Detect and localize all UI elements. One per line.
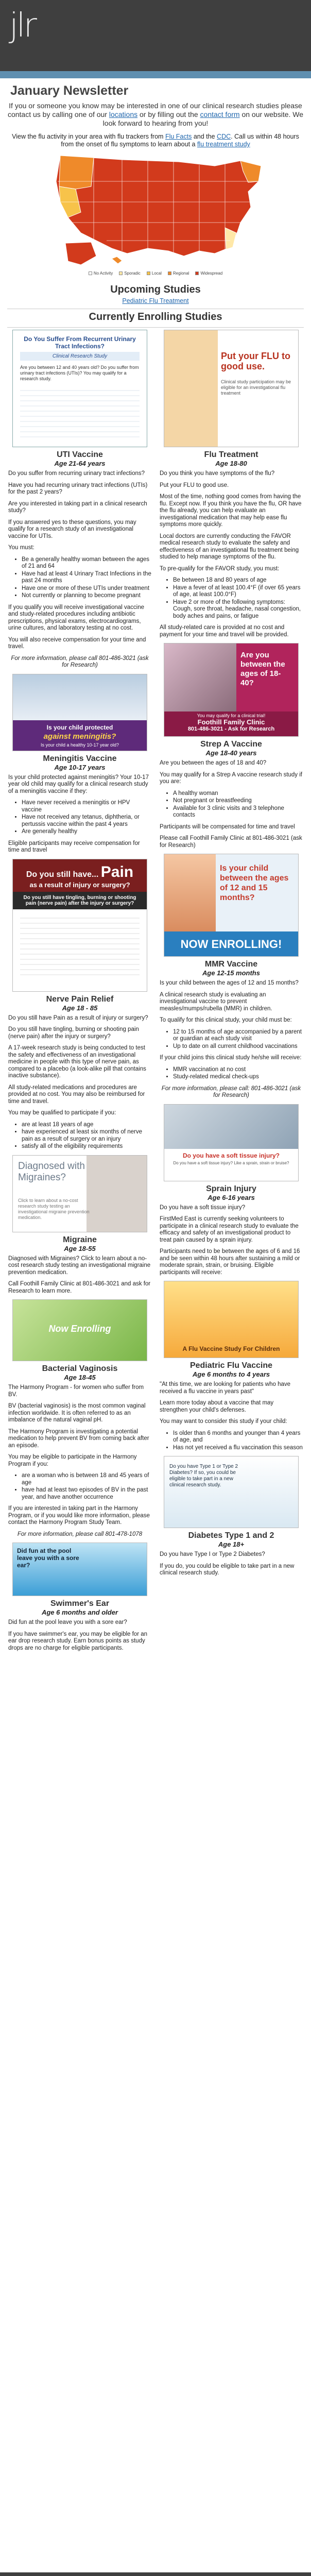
mmr-text: Is your child between the ages of 12 and 15 months?: [160, 980, 299, 986]
legend-none: [89, 271, 113, 276]
swimmer-text: Did fun at the pool leave you with a sore ear?: [8, 1619, 127, 1625]
flu-text: All study-related care is provided at no cost and payment for your time and travel will be provided.: [160, 624, 289, 638]
list-item: • Study-related medical check-ups: [173, 1074, 303, 1081]
uti-text: Are you interested in taking part in a clinical research study?: [8, 500, 147, 514]
uti-age: Age 21-64 years: [54, 460, 106, 467]
mmr-ad-banner: NOW ENROLLING!: [164, 931, 298, 957]
newsletter-footer: [0, 2572, 311, 2576]
list-item: • MMR vaccination at no cost: [173, 1066, 303, 1074]
swimmers-ear-age: Age 6 months and older: [41, 1608, 118, 1616]
meningitis-requirements: [22, 800, 151, 836]
nerve-ad-question: Do you still have tingling, burning or shooting pain (nerve pain) after the injury or surgery?: [13, 892, 147, 909]
list-item: • satisfy all of the eligibility requirements: [22, 1143, 151, 1150]
uti-text: Have you had recurring urinary tract infections (UTIs) for the past 2 years?: [8, 482, 148, 495]
legend-label: No Activity: [93, 271, 113, 276]
swimmers-ear-title: Swimmer's Ear: [50, 1599, 110, 1608]
strep-requirements: [173, 790, 303, 819]
jlr-logo[interactable]: jlr: [9, 7, 35, 45]
legend-local: [147, 271, 162, 276]
bv-ad-text: Now Enrolling: [48, 1324, 111, 1334]
uti-ad-subtitle: Clinical Research Study: [20, 352, 140, 361]
meningitis-title: Meningitis Vaccine: [43, 754, 117, 763]
list-item: • Is older than 6 months and younger than 4 years of age, and: [173, 1430, 303, 1444]
migraine-ad-image[interactable]: [12, 1155, 147, 1232]
meningitis-ad-image[interactable]: [12, 674, 147, 751]
enrolling-heading: Currently Enrolling Studies: [89, 311, 222, 323]
list-item: • A healthy woman: [173, 790, 303, 798]
legend-label: Widespread: [200, 271, 223, 276]
right-column: [160, 330, 303, 1656]
swatch-local: [147, 272, 150, 275]
bv-text: BV (bacterial vaginosis) is the most common vaginal infection worldwide. It is often referred to as an imbalance of the natural vaginal pH.: [8, 1403, 146, 1423]
uti-requirements: [22, 556, 151, 600]
strep-ad-line2: You may qualify for a clinical trial!: [197, 713, 266, 718]
strep-text: Participants will be compensated for time and travel: [160, 823, 295, 830]
mmr-text: To qualify for this clinical study, your child must be:: [160, 1017, 292, 1023]
nerve-text: Do you still have tingling, burning or shooting pain (nerve pain) after the injury or surgery?: [8, 1026, 139, 1040]
pedflu-text: "At this time, we are looking for patients who have received a flu vaccine in years past": [160, 1381, 291, 1395]
flu-title: Flu Treatment: [204, 450, 258, 459]
sprain-age: Age 6-16 years: [208, 1193, 255, 1201]
pediatric-flu-treatment-link[interactable]: Pediatric Flu Treatment: [122, 297, 189, 304]
mmr-contact: For more information, please call: 801-486-3021 (ask for Research): [161, 1085, 301, 1098]
left-column: [8, 330, 151, 1656]
migraine-title: Migraine: [63, 1235, 97, 1244]
nerve-pain-ad-image[interactable]: [12, 859, 147, 992]
flu-text-part: and the: [193, 133, 215, 140]
sprain-text: Participants need to be between the ages of 6 and 16 and be seen within 48 hours after sustaining a mild or moderate sprain, strain, or bruising. Eligible participants will receive:: [160, 1248, 300, 1276]
migraine-text: Diagnosed with Migraines? Click to learn about a no-cost research study testing an investigational migraine prevention medication.: [8, 1255, 151, 1276]
bv-text: If you are interested in taking part in the Harmony Program, or if you would like more information, please contact the Harmony Program Study Team.: [8, 1505, 150, 1526]
flu-text: Do you think you have symptoms of the flu?: [160, 470, 275, 477]
list-item: • Be a generally healthy woman between the ages of 21 and 64: [22, 556, 151, 570]
divider: [7, 327, 304, 328]
strep-ad-line3: Foothill Family Clinic: [197, 718, 265, 726]
sprain-text: FirstMed East is currently seeking volunteers to participate in a clinical research study to evaluate the efficacy and safety of an investigational product to treat pain caused by a sprain injury.: [160, 1216, 299, 1243]
flu-tracker-text: [7, 133, 304, 148]
nerve-text: All study-related medications and procedures are provided at no cost. You may also be reimbursed for time and travel.: [8, 1084, 145, 1105]
flu-ad-image[interactable]: [164, 330, 299, 447]
diabetes-title: Diabetes Type 1 and 2: [188, 1531, 274, 1540]
strep-ad-line1: Are you between the ages of 18-40?: [236, 643, 298, 711]
migraine-text: Call Foothill Family Clinic at 801-486-3021 and ask for Research to learn more.: [8, 1281, 151, 1294]
uti-ad-title: Do You Suffer From Recurrent Urinary Tract Infections?: [24, 335, 136, 350]
nerve-ad-body: [20, 913, 140, 975]
strep-text: You may qualify for a Strep A vaccine research study if you are:: [160, 771, 302, 785]
migraine-ad-sub: Click to learn about a no-cost research study testing an investigational migraine prevention medication.: [18, 1197, 90, 1220]
newsletter-header: [0, 0, 311, 71]
mmr-title: MMR Vaccine: [204, 960, 258, 969]
diabetes-ad-text: Do you have Type 1 or Type 2 Diabetes? If so, you could be eligible to take part in a new clinical research study.: [169, 1464, 238, 1488]
strep-title: Strep A Vaccine: [200, 740, 262, 749]
us-map-regional: [59, 156, 94, 189]
locations-link[interactable]: locations: [109, 110, 138, 118]
pediatric-flu-age: Age 6 months to 4 years: [192, 1370, 270, 1378]
flu-text-part: . Call us within 48 hours from the onset of flu symptoms to learn about a: [61, 133, 299, 148]
list-item: • Not currently or planning to become pregnant: [22, 592, 151, 600]
legend-label: Regional: [172, 271, 189, 276]
strep-text: Are you between the ages of 18 and 40?: [160, 760, 267, 766]
diabetes-age: Age 18+: [218, 1540, 245, 1548]
list-item: • are a woman who is between 18 and 45 years of age: [22, 1472, 151, 1486]
diabetes-text: If you do, you could be eligible to take part in a new clinical research study.: [160, 1563, 295, 1576]
flu-text: Put your FLU to good use.: [160, 482, 229, 488]
list-item: • Have 2 or more of the following symptoms: Cough, sore throat, headache, nasal congestion, body aches and pains, or fatigue: [173, 599, 303, 620]
flu-requirements: [173, 577, 303, 620]
mmr-text: If your child joins this clinical study he/she will receive:: [160, 1055, 302, 1061]
flu-text: Most of the time, nothing good comes from having the flu. Except now. If you think you have the flu, OR have the flu already, you can help evaluate an investigational medication that may help ease flu symptoms more quickly.: [160, 494, 302, 528]
diabetes-ad-image[interactable]: [164, 1456, 299, 1528]
us-map-alaska: [65, 242, 96, 265]
flu-treatment-study-link[interactable]: flu treatment study: [197, 141, 250, 148]
nerve-ad-sub: as a result of injury or surgery?: [29, 880, 130, 889]
swimmers-ear-ad-image[interactable]: [12, 1543, 147, 1596]
nerve-title: Nerve Pain Relief: [46, 994, 114, 1004]
strep-ad-phone: 801-486-3021 - Ask for Research: [187, 726, 275, 732]
pedflu-text: Learn more today about a vaccine that may strengthen your child's defenses.: [160, 1400, 274, 1413]
legend-label: Local: [151, 271, 162, 276]
swatch-sporadic: [119, 272, 123, 275]
list-item: • Have one or more of these UTIs under treatment: [22, 585, 151, 592]
uti-text: If you qualify you will receive investigational vaccine and study-related procedures including antibiotic prescriptions, physical exams, electrocardiograms, urine cultures, and laboratory testing at no cost.: [8, 604, 144, 631]
migraine-ad-text: Diagnosed with Migraines?: [18, 1160, 85, 1183]
nerve-requirements: [22, 1122, 151, 1150]
newsletter-title: January Newsletter: [10, 83, 129, 98]
bv-contact: For more information, please call 801-478-1078: [17, 1531, 143, 1537]
bv-text: You may be eligible to participate in the Harmony Program if you:: [8, 1454, 137, 1467]
flu-ad-text: Put your FLU to good use.: [221, 351, 290, 371]
uti-text: You must:: [8, 545, 34, 551]
pediatric-flu-requirements: [173, 1430, 303, 1452]
intro-part: If you or someone you know may be interested in one of our clinical research studies please contact us by calling one of our: [7, 101, 302, 118]
mening-text: Eligible participants may receive compensation for time and travel: [8, 840, 140, 853]
bv-requirements: [22, 1472, 151, 1501]
uti-text: If you answered yes to these questions, you may qualify for a research study of an investigational vaccine for UTIs.: [8, 519, 136, 539]
strep-ad-image[interactable]: [164, 643, 299, 737]
mmr-benefits: [173, 1066, 303, 1081]
flu-ad-sub: Clinical study participation may be eligible for an investigational flu treatment: [221, 379, 291, 396]
strep-ad-photo: [164, 643, 236, 711]
flu-text: Local doctors are currently conducting the FAVOR medical research study to evaluate the safety and effectiveness of an investigational flu treatment being studied to help manage symptoms of the flu.: [160, 533, 299, 560]
list-item: • Has not yet received a flu vaccination this season: [173, 1445, 303, 1452]
nerve-age: Age 18 - 85: [62, 1004, 98, 1012]
sprain-text: Do you have a soft tissue injury?: [160, 1204, 246, 1211]
list-item: • Have a fever of at least 100.4°F (if over 65 years of age, at least 100.0°F): [173, 585, 303, 599]
list-item: • have experienced at least six months of nerve pain as a result of surgery or an injury: [22, 1129, 151, 1143]
mmr-age: Age 12-15 months: [202, 969, 260, 977]
mmr-ad-photo: [164, 854, 216, 931]
nerve-text: A 17-week research study is being conducted to test the safety and effectiveness of an investigational medicine in people with this type of nerve pain, as compared to a placebo (a look-alike pill that contains inactive substance).: [8, 1045, 146, 1079]
us-map-hawaii: [112, 257, 122, 264]
intro-text: [7, 101, 304, 128]
list-item: • Are generally healthy: [22, 828, 151, 836]
list-item: • Have had at least 4 Urinary Tract Infections in the past 24 months: [22, 571, 151, 585]
mening-ad-line1: Is your child protected: [46, 723, 113, 731]
flu-text-part: View the flu activity in your area with flu trackers from: [12, 133, 164, 140]
swimmer-text: If you have swimmer's ear, you may be eligible for an ear drop research study. Earn bonus points as study drops are no charge for eligible participants.: [8, 1631, 148, 1651]
mmr-text: A clinical research study is evaluating an investigational vaccine to prevent measles/mumps/rubella (MMR) in children.: [160, 991, 272, 1012]
uti-ad-text: Are you between 12 and 40 years old? Do you suffer from urinary tract infections (UTIs)? You may qualify for a research study.: [20, 365, 139, 381]
mening-text: Is your child protected against meningitis? Your 10-17 year old child may qualify for a clinical research study of a meningitis vaccine if they:: [8, 774, 149, 794]
swimmer-ad-text: Did fun at the pool leave you with a sore ear?: [17, 1547, 79, 1569]
meningitis-age: Age 10-17 years: [54, 763, 106, 771]
sprain-ad-sub: Do you have a soft tissue injury? Like a sprain, strain or bruise?: [173, 1160, 289, 1165]
sprain-ad-text: Do you have a soft tissue injury?: [182, 1151, 280, 1159]
uti-contact: For more information, please call 801-486-3021 (ask for Research): [11, 655, 149, 668]
contact-form-link[interactable]: contact form: [200, 110, 240, 118]
legend-widespread: [195, 271, 222, 276]
upcoming-heading: Upcoming Studies: [110, 284, 201, 295]
list-item: • Up to date on all current childhood vaccinations: [173, 1043, 303, 1050]
cdc-link[interactable]: CDC: [217, 133, 231, 140]
flu-text: To pre-qualify for the FAVOR study, you must:: [160, 565, 280, 572]
swatch-regional: [168, 272, 171, 275]
flu-age: Age 18-80: [215, 460, 247, 467]
list-item: • Have never received a meningitis or HPV vaccine: [22, 800, 151, 814]
uti-ad-body: [20, 386, 140, 437]
nerve-text: You may be qualified to participate if you:: [8, 1110, 116, 1116]
strep-text: Please call Foothill Family Clinic at 801-486-3021 (ask for Research): [160, 835, 302, 849]
migraine-age: Age 18-55: [64, 1244, 96, 1252]
bv-text: The Harmony Program is investigating a potential medication to help prevent BV from coming back after an episode.: [8, 1428, 149, 1449]
bv-title: Bacterial Vaginosis: [42, 1364, 118, 1373]
list-item: • have had at least two episodes of BV in the past year, and have another occurrence: [22, 1487, 151, 1501]
sprain-ad-photo: [164, 1105, 298, 1149]
swatch-widespread: [195, 272, 199, 275]
uti-title: UTI Vaccine: [57, 450, 103, 459]
uti-text: You will also receive compensation for your time and travel.: [8, 636, 146, 650]
sprain-title: Sprain Injury: [206, 1184, 256, 1193]
pedflu-text: You may want to consider this study if your child:: [160, 1418, 287, 1425]
bv-text: The Harmony Program - for women who suffer from BV.: [8, 1384, 144, 1398]
mmr-ad-text: Is your child between the ages of 12 and 15 months?: [220, 864, 289, 902]
bv-age: Age 18-45: [64, 1374, 96, 1381]
nerve-ad-word: Pain: [100, 863, 134, 880]
bv-ad-image[interactable]: [12, 1299, 147, 1361]
list-item: • Be between 18 and 80 years of age: [173, 577, 303, 584]
list-item: • are at least 18 years of age: [22, 1122, 151, 1129]
legend-regional: [168, 271, 189, 276]
intro-part: or by filling out the: [140, 110, 198, 118]
strep-age: Age 18-40 years: [205, 749, 257, 757]
flu-facts-link[interactable]: Flu Facts: [165, 133, 192, 140]
legend-sporadic: [119, 271, 141, 276]
swatch-none: [89, 272, 92, 275]
list-item: • 12 to 15 months of age accompanied by a parent or guardian at each study visit: [173, 1029, 303, 1043]
mmr-ad-image[interactable]: [164, 854, 299, 957]
mening-ad-line2: against meningitis?: [43, 732, 116, 741]
intro-part: on our website. We look forward to hearing from you!: [102, 110, 304, 127]
pedflu-ad-text: A Flu Vaccine Study For Children: [182, 1345, 280, 1352]
map-legend: [7, 271, 304, 276]
mening-ad-line3: Is your child a healthy 10-17 year old?: [40, 742, 119, 748]
uti-ad-image[interactable]: [12, 330, 147, 447]
diabetes-text: Do you have Type I or Type 2 Diabetes?: [160, 1551, 265, 1557]
nerve-ad-title: Do you still have...: [26, 870, 99, 879]
legend-label: Sporadic: [124, 271, 141, 276]
header-accent-bar: [0, 71, 311, 78]
pediatric-flu-ad-image[interactable]: [164, 1281, 299, 1358]
nerve-text: Do you still have Pain as a result of injury or surgery?: [8, 1014, 148, 1021]
studies-grid: [0, 330, 311, 1656]
list-item: • Not pregnant or breastfeeding: [173, 798, 303, 805]
pediatric-flu-title: Pediatric Flu Vaccine: [189, 1361, 273, 1370]
mmr-requirements: [173, 1029, 303, 1050]
uti-text: Do you suffer from recurring urinary tract infections?: [8, 470, 145, 477]
list-item: • Have not received any tetanus, diphtheria, or pertussis vaccine within the past 4 years: [22, 814, 151, 828]
list-item: • Available for 3 clinic visits and 3 telephone contacts: [173, 805, 303, 819]
flu-activity-map[interactable]: [45, 150, 266, 270]
sprain-ad-image[interactable]: [164, 1104, 299, 1181]
